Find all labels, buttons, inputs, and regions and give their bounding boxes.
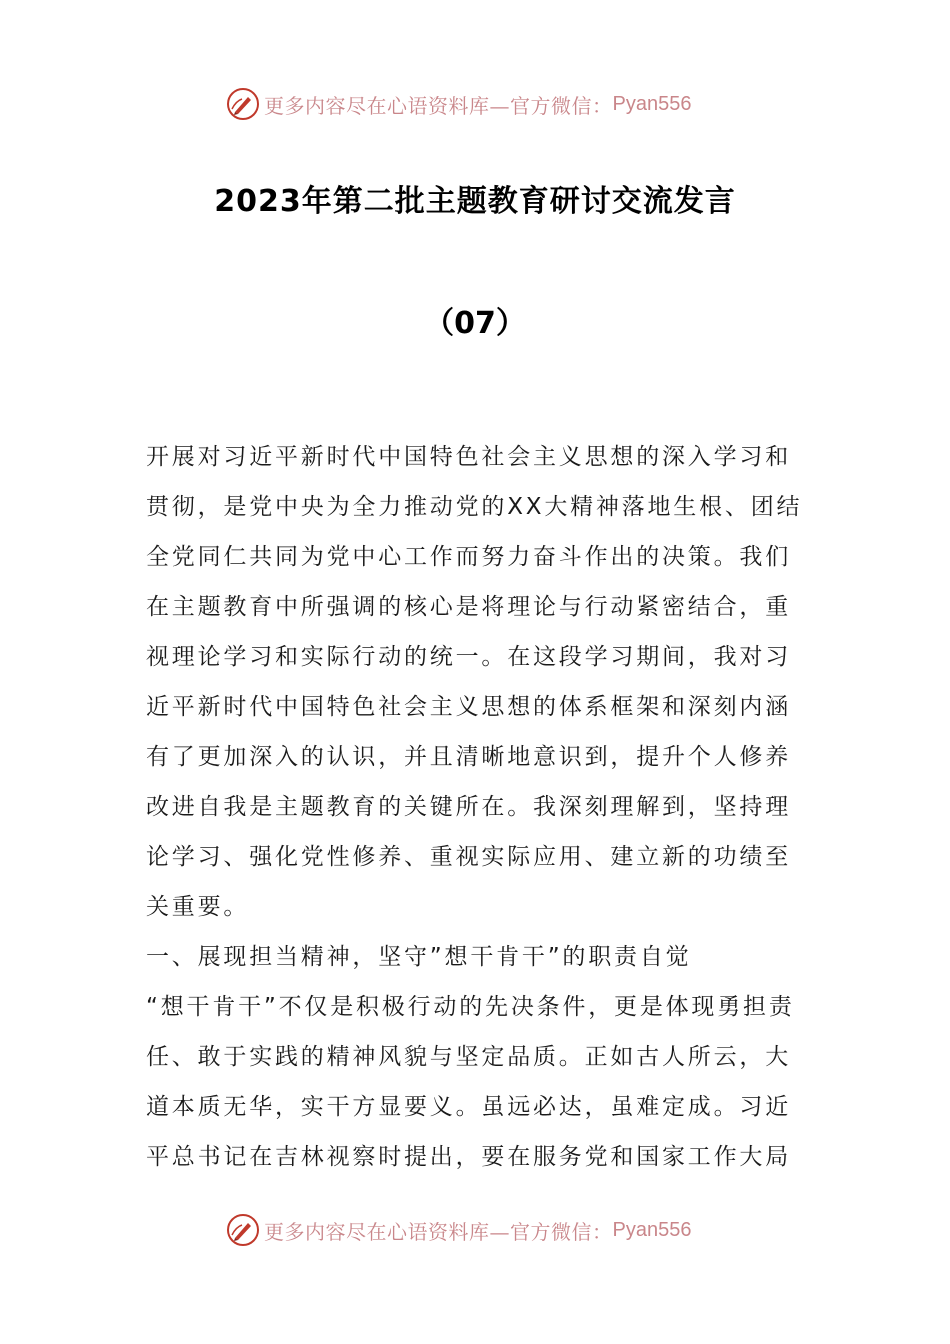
body-line: 开展对习近平新时代中国特色社会主义思想的深入学习和 bbox=[146, 444, 791, 470]
watermark-text: 更多内容尽在心语资料库—官方微信： bbox=[264, 93, 613, 118]
body-line: 贯彻，是党中央为全力推动党的XX大精神落地生根、团结 bbox=[146, 494, 803, 520]
document-body bbox=[146, 432, 806, 1182]
body-line: 视理论学习和实际行动的统一。在这段学习期间，我对习 bbox=[146, 644, 791, 670]
watermark-banner-top bbox=[226, 84, 691, 124]
body-line: 近平新时代中国特色社会主义思想的体系框架和深刻内涵 bbox=[146, 694, 791, 720]
pen-logo-icon bbox=[226, 87, 260, 121]
body-line: 关重要。 bbox=[146, 894, 250, 920]
body-line: 有了更加深入的认识，并且清晰地意识到，提升个人修养 bbox=[146, 744, 791, 770]
document-title: 2023年第二批主题教育研讨交流发言 bbox=[214, 184, 736, 219]
watermark-wechat-id: Pyan556 bbox=[612, 92, 692, 115]
watermark-wechat-id: Pyan556 bbox=[612, 1218, 692, 1241]
body-line: 改进自我是主题教育的关键所在。我深刻理解到，坚持理 bbox=[146, 794, 791, 820]
section-heading: 一、展现担当精神，坚守”想干肯干”的职责自觉 bbox=[146, 944, 692, 970]
watermark-banner-bottom bbox=[226, 1210, 691, 1250]
body-line: 平总书记在吉林视察时提出，要在服务党和国家工作大局 bbox=[146, 1144, 791, 1170]
pen-logo-icon bbox=[226, 1213, 260, 1247]
body-line: “想干肯干”不仅是积极行动的先决条件，更是体现勇担责 bbox=[146, 994, 795, 1020]
body-line: 全党同仁共同为党中心工作而努力奋斗作出的决策。我们 bbox=[146, 544, 791, 570]
body-line: 道本质无华，实干方显要义。虽远必达，虽难定成。习近 bbox=[146, 1094, 791, 1120]
watermark-text: 更多内容尽在心语资料库—官方微信： bbox=[264, 1219, 613, 1244]
document-subtitle: （07） bbox=[424, 306, 526, 341]
body-line: 任、敢于实践的精神风貌与坚定品质。正如古人所云，大 bbox=[146, 1044, 791, 1070]
body-line: 论学习、强化党性修养、重视实际应用、建立新的功绩至 bbox=[146, 844, 791, 870]
body-line: 在主题教育中所强调的核心是将理论与行动紧密结合，重 bbox=[146, 594, 791, 620]
